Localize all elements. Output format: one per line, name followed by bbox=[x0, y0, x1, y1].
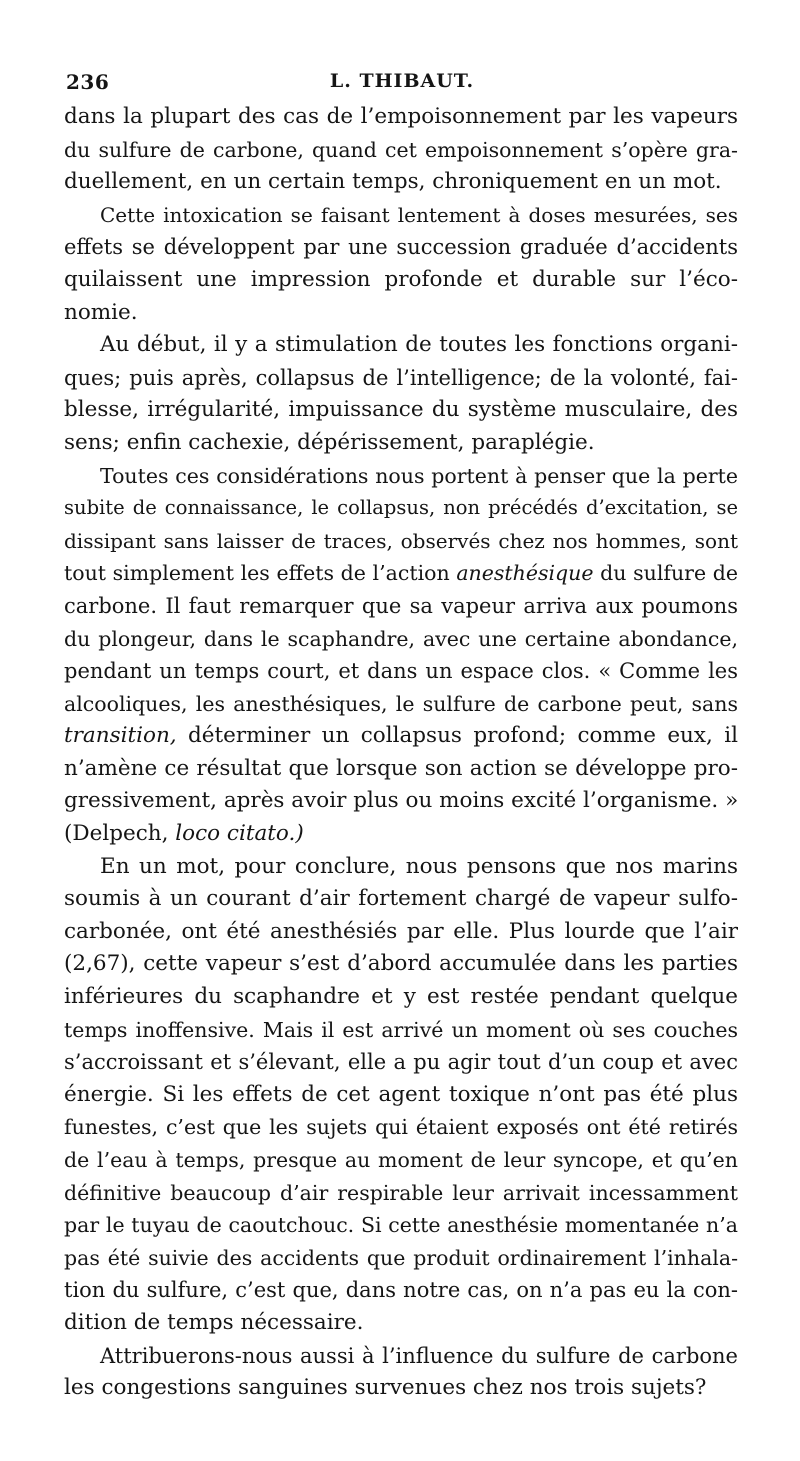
text-line: ques; puis après, collapsus de l’intelligence; de la volonté, fai- bbox=[64, 365, 738, 390]
text-line: (2,67), cette vapeur s’est d’abord accumulée dans les parties bbox=[64, 951, 738, 977]
text-line: sens; enfin cachexie, dépérissement, paraplégie. bbox=[64, 429, 595, 455]
running-head: L. THIBAUT. bbox=[329, 70, 475, 92]
italic-citation: loco citato.) bbox=[175, 821, 304, 847]
text-line: funestes, c’est que les sujets qui étaient exposés ont été retirés bbox=[64, 1115, 738, 1140]
text-line: de l’eau à temps, presque au moment de leur syncope, et qu’en bbox=[64, 1148, 738, 1172]
text-line bbox=[64, 557, 738, 590]
text-line: les congestions sanguines survenues chez nos trois sujets? bbox=[64, 1375, 707, 1401]
text-line: par le tuyau de caoutchouc. Si cette anesthésie momentanée n’a bbox=[64, 1213, 738, 1238]
body-text bbox=[64, 101, 738, 1405]
text-line: tion du sulfure, c’est que, dans notre cas, on n’a pas eu la con- bbox=[64, 1278, 738, 1303]
text-line: soumis à un courant d’air fortement chargé de vapeur sulfo- bbox=[64, 886, 738, 912]
text-line: du sulfure de carbone, quand cet empoisonnement s’opère gra- bbox=[64, 137, 738, 162]
text-line: gressivement, après avoir plus ou moins excité l’organisme. » bbox=[64, 788, 738, 814]
text-line: dition de temps nécessaire. bbox=[64, 1309, 364, 1335]
text-segment: déterminer un collapsus profond; comme eux, il bbox=[188, 723, 738, 749]
text-line: dissipant sans laisser de traces, observés chez nos hommes, sont bbox=[64, 528, 738, 553]
text-line: temps inoffensive. Mais il est arrivé un moment où ses couches bbox=[64, 1017, 738, 1042]
text-line bbox=[64, 818, 738, 851]
text-segment: (Delpech, bbox=[64, 821, 169, 847]
text-line: Attribuerons-nous aussi à l’influence du sulfure de carbone bbox=[100, 1343, 738, 1368]
text-line: du plongeur, dans le scaphandre, avec une certaine abondance, bbox=[64, 626, 738, 651]
text-line: Au début, il y a stimulation de toutes les fonctions organi- bbox=[100, 332, 738, 358]
text-line: Toutes ces considérations nous portent à penser que la perte bbox=[100, 463, 738, 488]
text-line: effets se développent par une succession graduée d’accidents bbox=[64, 235, 738, 260]
text-segment: du sulfure de bbox=[600, 561, 738, 586]
text-line bbox=[64, 720, 738, 753]
text-line: n’amène ce résultat que lorsque son action se développe pro- bbox=[64, 755, 738, 781]
text-line: pas été suivie des accidents que produit ordinairement l’inhala- bbox=[64, 1245, 738, 1270]
italic-term: anesthésique bbox=[456, 561, 594, 586]
text-line: pendant un temps court, et dans un espace clos. « Comme les bbox=[64, 659, 738, 684]
italic-term: transition, bbox=[64, 723, 177, 749]
text-segment: tout simplement les effets de l’action bbox=[64, 561, 450, 586]
text-line: Cette intoxication se faisant lentement à doses mesurées, ses bbox=[100, 202, 738, 227]
text-line: énergie. Si les effets de cet agent toxique n’ont pas été plus bbox=[64, 1081, 738, 1107]
text-line: inférieures du scaphandre et y est restée pendant quelque bbox=[64, 984, 738, 1010]
text-line: carbone. Il faut remarquer que sa vapeur arriva aux poumons bbox=[64, 593, 738, 618]
text-line: duellement, en un certain temps, chroniquement en un mot. bbox=[64, 169, 722, 195]
text-line: s’accroissant et s’élevant, elle a pu agir tout d’un coup et avec bbox=[64, 1050, 738, 1075]
text-line: blesse, irrégularité, impuissance du système musculaire, des bbox=[64, 397, 738, 423]
page-header bbox=[66, 70, 738, 98]
text-line: nomie. bbox=[64, 299, 138, 325]
text-line: définitive beaucoup d’air respirable leur arrivait incessamment bbox=[64, 1180, 738, 1205]
text-line: dans la plupart des cas de l’empoisonnement par les vapeurs bbox=[64, 104, 738, 129]
text-line: alcooliques, les anesthésiques, le sulfure de carbone peut, sans bbox=[64, 691, 738, 716]
text-line: subite de connaissance, le collapsus, non précédés d’excitation, se bbox=[64, 496, 738, 520]
text-line: carbonée, ont été anesthésiés par elle. Plus lourde que l’air bbox=[64, 918, 738, 944]
text-line: quilaissent une impression profonde et durable sur l’éco- bbox=[64, 266, 738, 292]
text-line: En un mot, pour conclure, nous pensons que nos marins bbox=[100, 853, 738, 879]
page-number: 236 bbox=[66, 70, 110, 94]
